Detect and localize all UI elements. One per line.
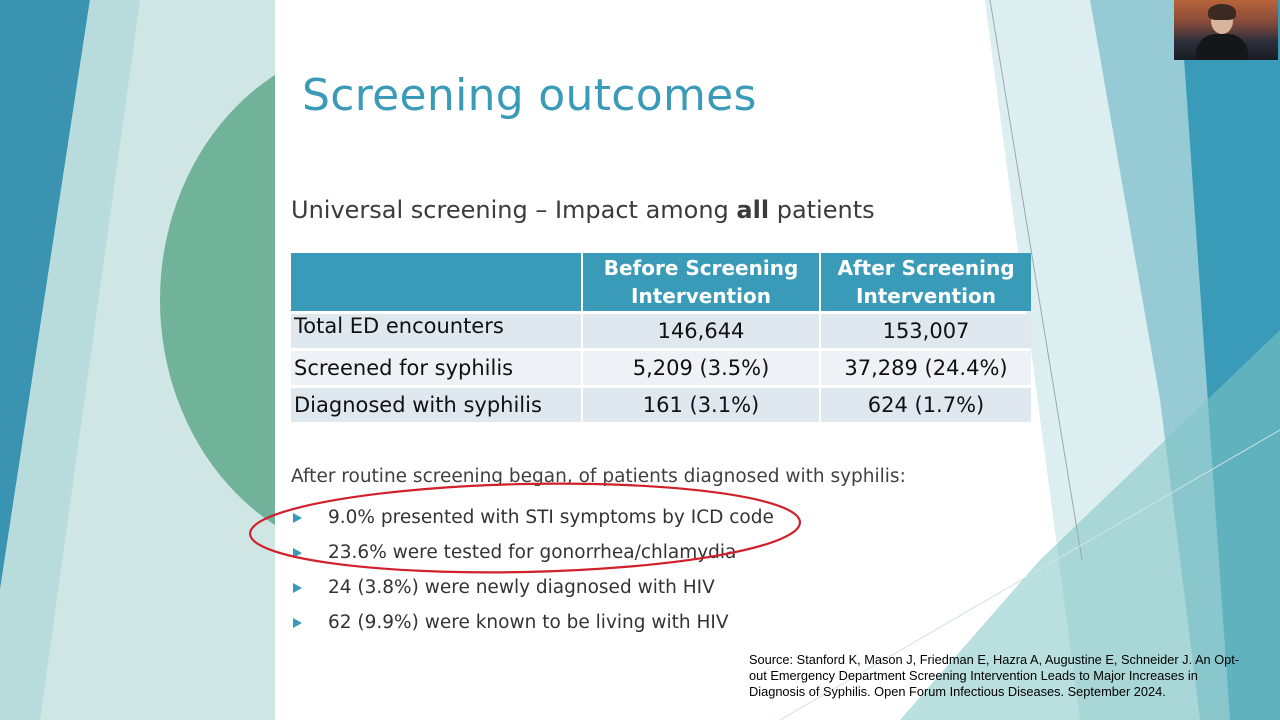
list-item: [291, 605, 774, 640]
list-item-text: 24 (3.8%) were newly diagnosed with HIV: [328, 577, 715, 598]
list-item-text: 23.6% were tested for gonorrhea/chlamydia: [328, 542, 737, 563]
table-header-before: Before Screening Intervention: [583, 253, 819, 311]
row-after-value: 153,007: [821, 314, 1031, 348]
bullet-arrow-icon: [293, 513, 302, 523]
row-after-value: 624 (1.7%): [821, 388, 1031, 422]
bullet-arrow-icon: [293, 583, 302, 593]
outcomes-table: [289, 250, 1033, 425]
row-label: Total ED encounters: [291, 314, 581, 348]
webcam-thumbnail: [1174, 0, 1278, 60]
table-row: [291, 314, 1031, 348]
after-screening-intro: After routine screening began, of patients diagnosed with syphilis:: [291, 466, 906, 487]
slide-subtitle: [291, 196, 875, 224]
table-header-row: [291, 253, 1031, 311]
table-row: [291, 351, 1031, 385]
row-after-value: 37,289 (24.4%): [821, 351, 1031, 385]
list-item-text: 62 (9.9%) were known to be living with HIV: [328, 612, 729, 633]
bullet-arrow-icon: [293, 618, 302, 628]
subtitle-bold: all: [736, 196, 770, 224]
row-before-value: 146,644: [583, 314, 819, 348]
source-citation: Source: Stanford K, Mason J, Friedman E, Hazra A, Augustine E, Schneider J. An Opt-out Emergency Department Screening Intervention Leads to Major Increases in Diagnosis of Syphilis. Open Forum Infectious Diseases. September 2024.: [749, 652, 1240, 699]
slide-title: Screening outcomes: [302, 70, 757, 121]
row-label: Screened for syphilis: [291, 351, 581, 385]
subtitle-prefix: Universal screening – Impact among: [291, 196, 737, 224]
presenter-hair: [1208, 4, 1236, 20]
list-item: [291, 570, 774, 605]
row-before-value: 161 (3.1%): [583, 388, 819, 422]
list-item: [291, 535, 774, 570]
list-item: [291, 500, 774, 535]
table-header-after: After Screening Intervention: [821, 253, 1031, 311]
presenter-body: [1196, 34, 1248, 60]
findings-list: [291, 500, 774, 640]
list-item-text: 9.0% presented with STI symptoms by ICD code: [328, 507, 774, 528]
bullet-arrow-icon: [293, 548, 302, 558]
table-header-empty: [291, 253, 581, 311]
subtitle-suffix: patients: [769, 196, 875, 224]
table-row: [291, 388, 1031, 422]
row-label: Diagnosed with syphilis: [291, 388, 581, 422]
row-before-value: 5,209 (3.5%): [583, 351, 819, 385]
